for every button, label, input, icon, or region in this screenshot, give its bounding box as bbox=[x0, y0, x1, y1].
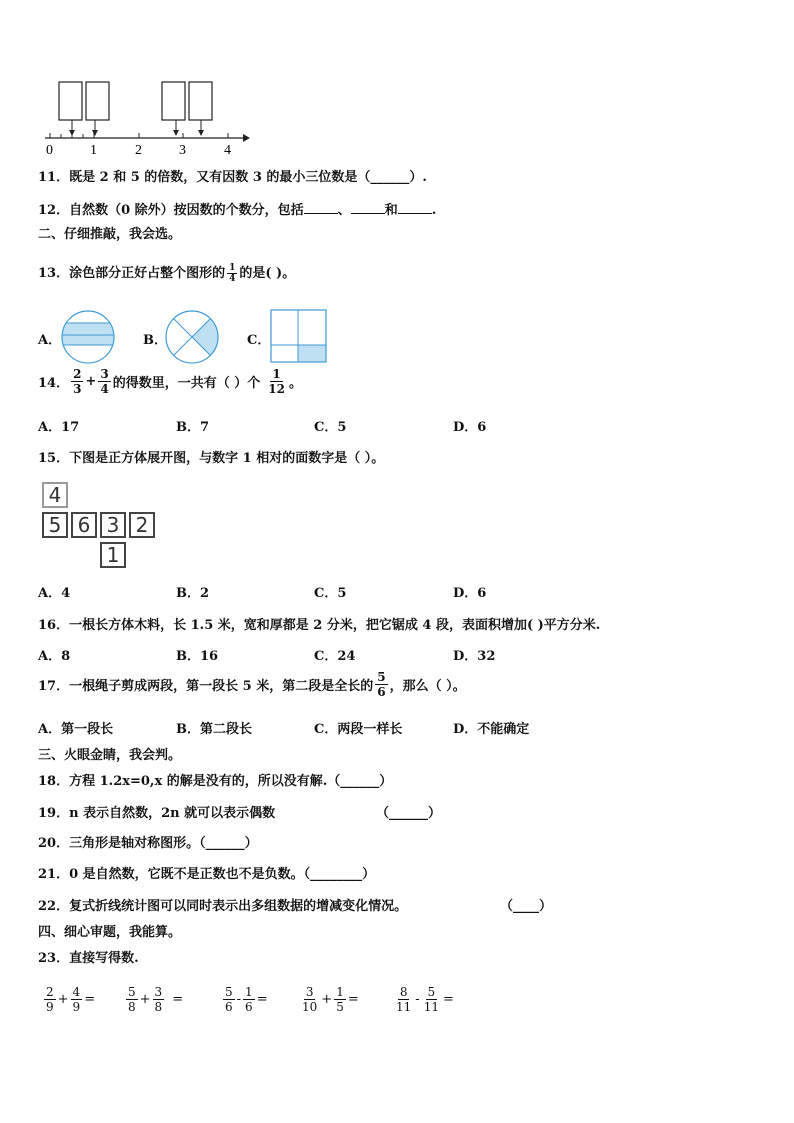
question-number: 17． bbox=[38, 679, 70, 694]
fraction: $\frac{5}{11}$ bbox=[423, 985, 439, 1014]
option-c-label[interactable]: C． bbox=[247, 333, 271, 348]
option-b[interactable]: B．2 bbox=[176, 586, 210, 601]
question-text: 既是 2 和 5 的倍数，又有因数 3 的最小三位数是（ bbox=[69, 170, 371, 185]
number-line-figure bbox=[40, 78, 260, 158]
option-b[interactable]: B．第二段长 bbox=[176, 722, 252, 737]
question-15 bbox=[38, 447, 384, 466]
fraction: $\frac{1}{6}$ bbox=[245, 985, 253, 1014]
answer-blank[interactable] bbox=[304, 213, 338, 214]
answer-blank[interactable] bbox=[351, 213, 385, 214]
option-c[interactable]: C．5 bbox=[314, 586, 347, 601]
answer-blank[interactable]: ______ bbox=[370, 170, 410, 185]
question-19 bbox=[38, 802, 275, 821]
tick-label: 0 bbox=[46, 143, 53, 158]
question-13: 13．涂色部分正好占整个图形的 $\frac{1}{4}$ 的是( )。 bbox=[38, 263, 296, 284]
pointer-arrowhead bbox=[198, 130, 204, 136]
fraction: $\frac{5}{6}$ bbox=[225, 985, 233, 1014]
calc-item: $\frac{3}{10}$ + $\frac{1}{5}$ = bbox=[302, 985, 359, 1014]
section-heading-4: 四、细心审题，我能算。 bbox=[38, 925, 182, 940]
cube-face: 1 bbox=[100, 542, 126, 568]
cube-face: 2 bbox=[129, 512, 155, 538]
option-d[interactable]: D．6 bbox=[453, 586, 487, 601]
fraction: $\frac{2}{3}$ bbox=[73, 367, 82, 396]
option-b[interactable]: B．7 bbox=[176, 420, 210, 435]
question-23 bbox=[38, 947, 139, 966]
fraction: $\frac{1}{12}$ bbox=[268, 367, 285, 396]
option-c[interactable]: C．两段一样长 bbox=[314, 722, 403, 737]
answer-blank[interactable]: （____） bbox=[500, 899, 553, 914]
question-11: 11．既是 2 和 5 的倍数，又有因数 3 的最小三位数是（______）. bbox=[38, 170, 427, 185]
question-number: 16． bbox=[38, 618, 70, 633]
pointer-arrowhead bbox=[173, 130, 179, 136]
question-text: 自然数（0 除外）按因数的个数分，包括 bbox=[69, 203, 304, 218]
question-text: n 表示自然数，2n 就可以表示偶数 bbox=[69, 806, 276, 821]
section-heading-2: 二、仔细推敲，我会选。 bbox=[38, 227, 182, 242]
question-text: 涂色部分正好占整个图形的 bbox=[69, 266, 226, 281]
answer-box bbox=[162, 82, 185, 120]
section-heading-3: 三、火眼金睛，我会判。 bbox=[38, 748, 182, 763]
question-18 bbox=[38, 770, 392, 789]
fraction: $\frac{1}{5}$ bbox=[336, 985, 344, 1014]
answer-box bbox=[59, 82, 82, 120]
cube-face: 6 bbox=[71, 512, 97, 538]
cube-face: 4 bbox=[42, 482, 68, 508]
question-20 bbox=[38, 832, 258, 851]
option-a-label[interactable]: A． bbox=[38, 333, 62, 348]
tick-label: 2 bbox=[135, 143, 142, 158]
option-c-square-figure[interactable] bbox=[270, 309, 328, 363]
tick-label: 1 bbox=[90, 143, 97, 158]
pointer-arrowhead bbox=[92, 130, 98, 136]
cube-face: 5 bbox=[42, 512, 68, 538]
axis-arrowhead bbox=[243, 134, 250, 142]
option-a[interactable]: A．8 bbox=[38, 649, 71, 664]
option-d[interactable]: D．不能确定 bbox=[453, 722, 530, 737]
question-text: 下图是正方体展开图，与数字 1 相对的面数字是（ ）。 bbox=[69, 451, 385, 466]
question-22 bbox=[38, 895, 407, 914]
option-b-label[interactable]: B． bbox=[143, 333, 167, 348]
question-text: 复式折线统计图可以同时表示出多组数据的增减变化情况。 bbox=[69, 899, 408, 914]
calc-item: $\frac{8}{11}$ - $\frac{5}{11}$ = bbox=[396, 985, 454, 1014]
option-b[interactable]: B．16 bbox=[176, 649, 219, 664]
option-c[interactable]: C．24 bbox=[314, 649, 356, 664]
option-a[interactable]: A．4 bbox=[38, 586, 71, 601]
question-16 bbox=[38, 614, 600, 633]
tick-label: 3 bbox=[179, 143, 186, 158]
option-b-circle-figure[interactable] bbox=[164, 309, 220, 365]
calc-item: $\frac{5}{8}$ + $\frac{3}{8}$ = bbox=[128, 985, 184, 1014]
answer-box bbox=[189, 82, 212, 120]
question-text: 方程 1.2x=0,x 的解是没有的，所以没有解.（______） bbox=[69, 774, 393, 789]
question-text: 直接写得数. bbox=[69, 951, 139, 966]
question-text: 的得数里，一共有（ ）个 bbox=[112, 376, 261, 391]
question-17: 17． 一根绳子剪成两段，第一段长 5 米，第二段是全长的 $\frac{5}{6}$ ，那么（ ）。 bbox=[38, 670, 466, 699]
question-14: 14． $\frac{2}{3}$ + $\frac{3}{4}$ 的得数里，一共有（ ）个 $\frac{1}{12}$ 。 bbox=[38, 367, 302, 396]
tick-label: 4 bbox=[224, 143, 231, 158]
question-number: 14． bbox=[38, 376, 70, 391]
fraction: $\frac{2}{9}$ bbox=[46, 985, 54, 1014]
question-number: 20． bbox=[38, 836, 70, 851]
question-number: 19． bbox=[38, 806, 70, 821]
question-number: 22． bbox=[38, 899, 70, 914]
fraction: $\frac{3}{10}$ bbox=[302, 985, 318, 1014]
fraction: $\frac{5}{6}$ bbox=[377, 670, 386, 699]
fraction: $\frac{1}{4}$ bbox=[229, 263, 236, 284]
fraction: $\frac{4}{9}$ bbox=[72, 985, 81, 1014]
question-number: 11． bbox=[38, 170, 70, 185]
answer-box bbox=[86, 82, 109, 120]
option-c[interactable]: C．5 bbox=[314, 420, 347, 435]
question-number: 21． bbox=[38, 867, 70, 882]
option-a[interactable]: A．第一段长 bbox=[38, 722, 114, 737]
question-text: 三角形是轴对称图形。（______） bbox=[69, 836, 258, 851]
fraction: $\frac{5}{8}$ bbox=[128, 985, 136, 1014]
question-text: 0 是自然数，它既不是正数也不是负数。（________） bbox=[69, 867, 376, 882]
option-a[interactable]: A．17 bbox=[38, 420, 80, 435]
fraction: $\frac{8}{11}$ bbox=[396, 985, 412, 1014]
question-text: 一根绳子剪成两段，第一段长 5 米，第二段是全长的 bbox=[69, 679, 374, 694]
question-number: 12． bbox=[38, 203, 70, 218]
question-text: 一根长方体木料，长 1.5 米，宽和厚都是 2 分米，把它锯成 4 段，表面积增加( )平方分米. bbox=[69, 618, 601, 633]
fraction: $\frac{3}{4}$ bbox=[100, 367, 109, 396]
cube-face: 3 bbox=[100, 512, 126, 538]
calc-item: $\frac{5}{6}$ - $\frac{1}{6}$ = bbox=[225, 985, 268, 1014]
question-21 bbox=[38, 863, 375, 882]
question-number: 23． bbox=[38, 951, 70, 966]
option-d[interactable]: D．32 bbox=[453, 649, 496, 664]
question-number: 18． bbox=[38, 774, 70, 789]
question-number: 15． bbox=[38, 451, 70, 466]
question-12: 12．自然数（0 除外）按因数的个数分，包括 、 和 . bbox=[38, 203, 437, 218]
calc-item: $\frac{2}{9}$ + $\frac{4}{9}$ = bbox=[46, 985, 96, 1014]
question-number: 13． bbox=[38, 266, 70, 281]
option-a-circle-figure[interactable] bbox=[60, 309, 116, 365]
fraction: $\frac{3}{8}$ bbox=[154, 985, 163, 1014]
answer-blank[interactable] bbox=[398, 213, 432, 214]
option-d[interactable]: D．6 bbox=[453, 420, 487, 435]
cube-net-figure bbox=[40, 478, 160, 574]
answer-blank[interactable]: （______） bbox=[376, 806, 442, 821]
